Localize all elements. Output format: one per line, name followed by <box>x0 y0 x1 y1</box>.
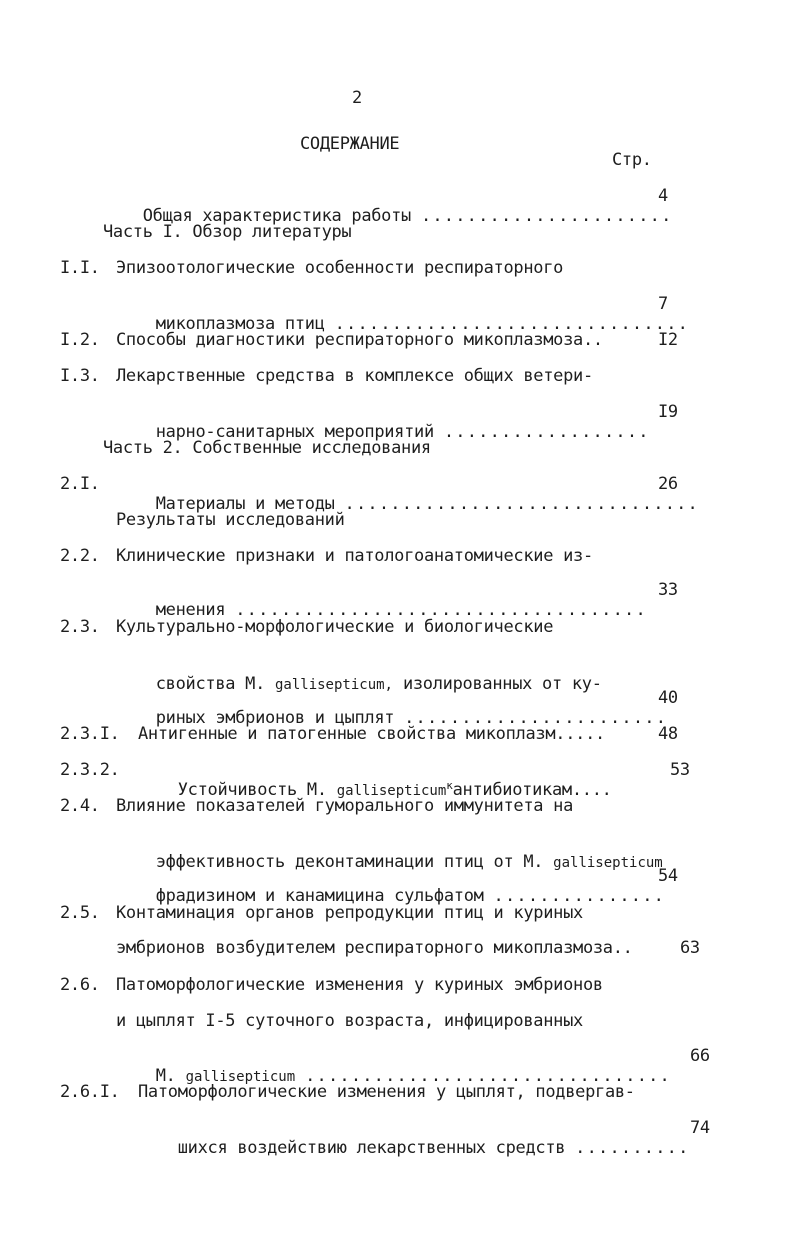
entry-text: М. <box>155 1066 176 1086</box>
entry-text: Общая характеристика работы <box>142 206 411 226</box>
toc-entry-page: I2 <box>658 330 678 350</box>
superscript: к <box>446 779 453 792</box>
species-name: gallisepticum <box>336 783 447 799</box>
species-name: gallisepticum, <box>274 677 393 693</box>
toc-entry-page: 4 <box>658 186 668 206</box>
toc-entry-number: 2.3.2. <box>60 760 120 780</box>
leader-dots: ............................... <box>334 314 690 334</box>
toc-subheading: Результаты исследований <box>116 510 345 530</box>
toc-entry-page: 7 <box>658 294 668 314</box>
entry-text: нарно-санитарных мероприятий <box>155 422 434 442</box>
toc-entry-page: I9 <box>658 402 678 422</box>
leader-dots: ................................ <box>305 1066 671 1086</box>
toc-entry-line: Патоморфологические изменения у куриных эмбрионов <box>116 975 603 995</box>
toc-entry-line: Клинические признаки и патологоанатомические из- <box>116 546 593 566</box>
entry-text: эффективность деконтаминации птиц от М. <box>155 852 544 872</box>
entry-text: свойства М. <box>155 674 266 694</box>
toc-entry-page: 40 <box>658 688 678 708</box>
entry-text: изолированных от ку- <box>402 674 602 694</box>
entry-text: менения <box>155 600 226 620</box>
toc-entry-line: Лекарственные средства в комплексе общих ветери- <box>116 366 593 386</box>
leader-dots: ...................... <box>420 206 673 226</box>
toc-entry-page: 26 <box>658 474 678 494</box>
toc-entry-number: 2.6.I. <box>60 1082 120 1102</box>
toc-entry-number: I.I. <box>60 258 100 278</box>
toc-entry-number: 2.5. <box>60 903 100 923</box>
toc-entry-page: 33 <box>658 580 678 600</box>
toc-entry-page: 54 <box>658 866 678 886</box>
toc-entry-page: 48 <box>658 724 678 744</box>
toc-entry-number: 2.3. <box>60 617 100 637</box>
toc-entry-line: Антигенные и патогенные свойства микоплазм..... <box>138 724 605 744</box>
toc-entry-number: 2.3.I. <box>60 724 120 744</box>
species-name: gallisepticum <box>185 1069 296 1085</box>
species-name: gallisepticum <box>553 855 663 871</box>
page-column-label: Стр. <box>612 150 652 170</box>
entry-text: микоплазмоза птиц <box>155 314 325 334</box>
leader-dots: .................. <box>443 422 650 442</box>
page-title: СОДЕРЖАНИЕ <box>300 134 400 154</box>
toc-entry-number: I.3. <box>60 366 100 386</box>
toc-entry-line: Влияние показателей гуморального иммунитета на <box>116 796 574 816</box>
toc-entry-page: 66 <box>690 1046 710 1066</box>
toc-part-heading: Часть I. Обзор литературы <box>103 222 352 242</box>
toc-entry-line: Эпизоотологические особенности респираторного <box>116 258 564 278</box>
toc-entry-number: 2.6. <box>60 975 100 995</box>
toc-entry-line: Способы диагностики респираторного микоплазмоза.. <box>116 330 603 350</box>
toc-entry-page: 53 <box>670 760 690 780</box>
toc-entry-line: и цыплят I-5 суточного возраста, инфицированных <box>116 1011 583 1031</box>
leader-dots: ............................... <box>344 494 699 514</box>
toc-entry-line: Культурально-морфологические и биологические <box>116 617 554 637</box>
toc-entry-page: 74 <box>690 1118 710 1138</box>
leader-dots: ............... <box>493 886 666 906</box>
toc-entry-line <box>138 1118 690 1178</box>
entry-text: фрадизином и канамицина сульфатом <box>155 886 484 906</box>
entry-text: Устойчивость М. <box>177 780 327 800</box>
toc-entry-number: 2.I. <box>60 474 100 494</box>
entry-text: шихся воздействию лекарственных средств <box>177 1138 566 1158</box>
toc-entry-line: эмбрионов возбудителем респираторного микоплазмоза.. <box>116 938 633 958</box>
leader-dots: ....................... <box>404 708 668 728</box>
leader-dots: .................................... <box>235 600 647 620</box>
toc-entry-number: I.2. <box>60 330 100 350</box>
entry-text: антибиотикам.... <box>452 780 612 800</box>
toc-entry-number: 2.2. <box>60 546 100 566</box>
entry-text: Материалы и методы <box>155 494 335 514</box>
entry-text: риных эмбрионов и цыплят <box>155 708 395 728</box>
toc-part-heading: Часть 2. Собственные исследования <box>103 438 431 458</box>
toc-entry-number: 2.4. <box>60 796 100 816</box>
toc-entry-page: 63 <box>680 938 700 958</box>
page-number: 2 <box>352 88 362 108</box>
toc-entry-line: Патоморфологические изменения у цыплят, подвергав- <box>138 1082 635 1102</box>
toc-entry-line: Контаминация органов репродукции птиц и куриных <box>116 903 583 923</box>
leader-dots: .......... <box>575 1138 690 1158</box>
